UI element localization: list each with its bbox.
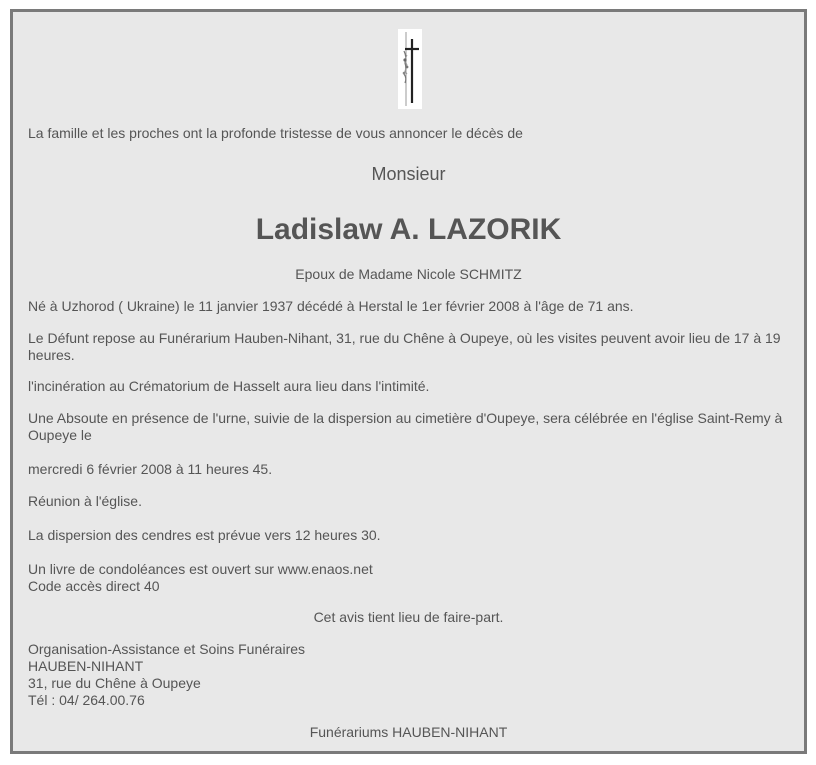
org-company: HAUBEN-NIHANT xyxy=(28,658,144,674)
salutation: Monsieur xyxy=(371,164,446,184)
condolences-line: Un livre de condoléances est ouvert sur www.enaos.net xyxy=(28,561,373,577)
spouse-line: Epoux de Madame Nicole SCHMITZ xyxy=(295,266,522,282)
access-code-line: Code accès direct 40 xyxy=(28,578,160,594)
org-name: Organisation-Assistance et Soins Funéraires xyxy=(28,641,306,657)
cremation-line: l'incinération au Crématorium de Hasselt aura lieu dans l'intimité. xyxy=(28,378,430,394)
obituary-frame xyxy=(10,9,807,754)
cross-icon xyxy=(398,29,422,109)
footer-signature: Funérariums HAUBEN-NIHANT xyxy=(309,724,508,740)
org-phone: Tél : 04/ 264.00.76 xyxy=(28,692,145,708)
absoute-paragraph: Une Absoute en présence de l'urne, suivie de la dispersion au cimetière d'Oupeye, sera célébrée en l'église Saint-Remy à Oupeye le xyxy=(28,410,783,443)
deceased-name: Ladislaw A. LAZORIK xyxy=(255,213,562,246)
intro-text: La famille et les proches ont la profonde tristesse de vous annoncer le décès de xyxy=(28,125,523,141)
birth-death-line: Né à Uzhorod ( Ukraine) le 11 janvier 1937 décédé à Herstal le 1er février 2008 à l'âge de 71 ans. xyxy=(28,298,634,314)
org-address: 31, rue du Chêne à Oupeye xyxy=(28,675,201,691)
repose-paragraph: Le Défunt repose au Funérarium Hauben-Nihant, 31, rue du Chêne à Oupeye, où les visites peuvent avoir lieu de 17 à 19 heures. xyxy=(28,330,781,363)
dispersion-line: La dispersion des cendres est prévue vers 12 heures 30. xyxy=(28,527,381,543)
faire-part-line: Cet avis tient lieu de faire-part. xyxy=(313,609,504,625)
reunion-line: Réunion à l'église. xyxy=(28,493,142,509)
cross-emblem xyxy=(398,29,422,109)
ceremony-date: mercredi 6 février 2008 à 11 heures 45. xyxy=(28,461,273,477)
